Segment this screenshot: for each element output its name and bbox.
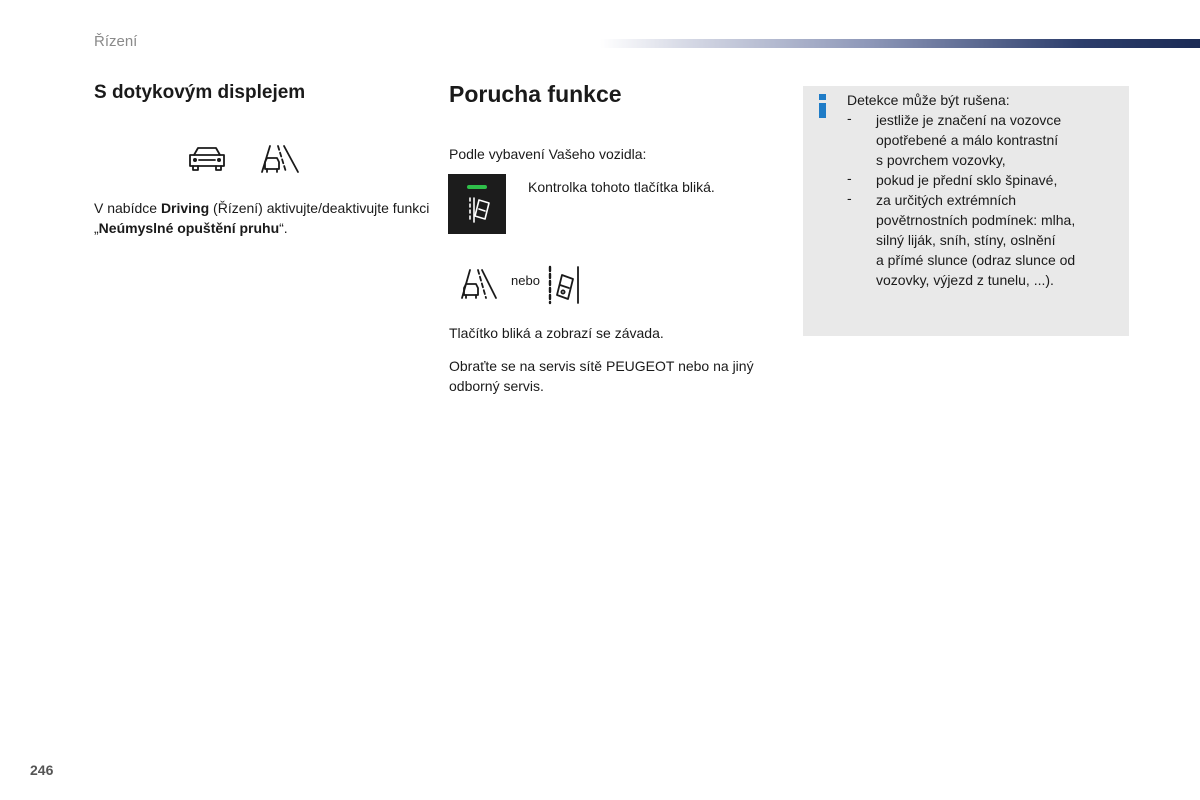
list-item: povětrnostních podmínek: mlha, (876, 212, 1076, 228)
page-number: 246 (30, 762, 54, 778)
list-bullet: - (847, 170, 852, 186)
section-label: Řízení (94, 33, 138, 50)
list-item: silný liják, sníh, stíny, oslnění (876, 232, 1056, 248)
list-item: jestliže je značení na vozovce (876, 112, 1062, 128)
info-title: Detekce může být rušena: (847, 92, 1010, 108)
lane-button-icon (448, 174, 506, 234)
touchscreen-paragraph: V nabídce Driving (Řízení) aktivujte/deaktivujte funkci „Neúmyslné opuštění pruhu“. (94, 200, 430, 236)
list-bullet: - (847, 190, 852, 206)
blink-fault-text: Tlačítko bliká a zobrazí se závada. (449, 325, 664, 341)
equipment-intro: Podle vybavení Vašeho vozidla: (449, 146, 647, 162)
or-label: nebo (511, 273, 540, 288)
list-item: pokud je přední sklo špinavé, (876, 172, 1058, 188)
lane-keep-car-icon (545, 263, 583, 307)
list-item: vozovky, výjezd z tunelu, ...). (876, 272, 1054, 288)
list-bullet: - (847, 110, 852, 126)
lane-button-warning (448, 174, 506, 234)
list-item: za určitých extrémních (876, 192, 1017, 208)
indicator-blinks-text: Kontrolka tohoto tlačítka bliká. (528, 179, 715, 195)
list-item: a přímé slunce (odraz slunce od (876, 252, 1076, 268)
header-gradient-bar (600, 39, 1200, 48)
service-text: Obraťte se na servis sítě PEUGEOT nebo na jiný odborný servis. (449, 358, 754, 394)
car-front-icon (186, 144, 228, 174)
driving-menu-label: Driving (160, 200, 210, 216)
list-item: s povrchem vozovky, (876, 152, 1006, 168)
lane-departure-icon (458, 266, 500, 302)
list-item: opotřebené a málo kontrastní (876, 132, 1059, 148)
info-icon (817, 93, 829, 119)
touchscreen-heading: S dotykovým displejem (94, 82, 306, 103)
function-name: Neúmyslné opuštění pruhu (98, 220, 280, 236)
malfunction-heading: Porucha funkce (449, 81, 622, 107)
lane-departure-icon (258, 142, 302, 176)
